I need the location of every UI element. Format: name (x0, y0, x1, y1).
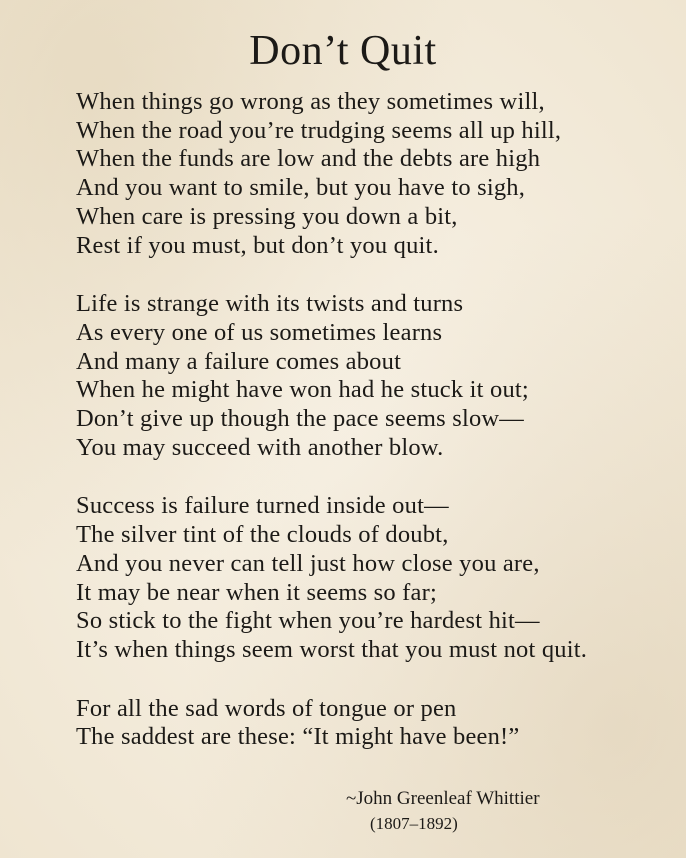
poem-line: Life is strange with its twists and turns (76, 290, 464, 318)
poem-line: And you want to smile, but you have to sigh, (76, 174, 526, 202)
author-dates: (1807–1892) (370, 814, 458, 833)
attribution (340, 786, 660, 836)
poem-line: Success is failure turned inside out— (76, 492, 449, 520)
poem-line: It may be near when it seems so far; (76, 578, 437, 606)
poem-line: When the road you’re trudging seems all up hill, (76, 116, 562, 144)
poem-line: The saddest are these: “It might have been!” (76, 723, 520, 751)
poem-line: And many a failure comes about (76, 347, 402, 375)
poem-line: You may succeed with another blow. (76, 433, 444, 461)
poem-line: And you never can tell just how close you are, (76, 549, 540, 577)
poem-line: When care is pressing you down a bit, (76, 202, 458, 230)
poem-line: It’s when things seem worst that you must not quit. (76, 635, 588, 663)
poem-line: As every one of us sometimes learns (76, 318, 443, 346)
poem-body (76, 88, 676, 782)
poem-line: So stick to the fight when you’re hardest hit— (76, 607, 540, 635)
poem-line: When things go wrong as they sometimes will, (76, 88, 545, 115)
poem-line: Don’t give up though the pace seems slow— (76, 405, 524, 433)
author-name: ~John Greenleaf Whittier (346, 788, 540, 809)
stanza-3 (76, 492, 676, 664)
poem-line: When the funds are low and the debts are high (76, 145, 541, 173)
poem-line: For all the sad words of tongue or pen (76, 694, 457, 722)
stanza-2 (76, 290, 676, 462)
stanza-1 (76, 88, 676, 260)
poem-line: Rest if you must, but don’t you quit. (76, 231, 439, 259)
stanza-4 (76, 695, 676, 752)
poem-line: When he might have won had he stuck it out; (76, 376, 529, 404)
poem-line: The silver tint of the clouds of doubt, (76, 521, 449, 549)
poem-title: Don’t Quit (249, 28, 437, 74)
